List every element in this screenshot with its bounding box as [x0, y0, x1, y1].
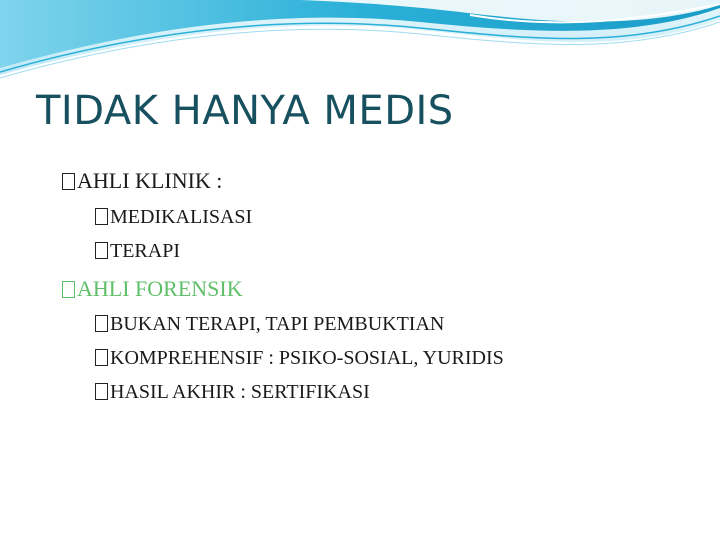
bullet-text: KOMPREHENSIF : PSIKO-SOSIAL, YURIDIS: [110, 347, 504, 369]
box-glyph-icon: [95, 349, 108, 366]
bullet-level1-item: [62, 170, 222, 192]
bullet-text: AHLI KLINIK :: [77, 168, 223, 193]
box-glyph-icon: [95, 208, 108, 225]
box-glyph-icon: [95, 315, 108, 332]
box-glyph-icon: [62, 173, 75, 190]
bullet-text: TERAPI: [110, 240, 180, 262]
bullet-level2-item: [95, 382, 370, 402]
box-glyph-icon: [95, 383, 108, 400]
bullet-text: AHLI FORENSIK: [77, 276, 243, 301]
box-glyph-icon: [62, 281, 75, 298]
bullet-level2-item: [95, 241, 180, 261]
bullet-text: MEDIKALISASI: [110, 206, 253, 228]
slide-title: TIDAK HANYA MEDIS: [36, 88, 454, 134]
bullet-text: BUKAN TERAPI, TAPI PEMBUKTIAN: [110, 313, 445, 335]
box-glyph-icon: [95, 242, 108, 259]
bullet-level2-item: [95, 207, 252, 227]
bullet-level2-item: [95, 314, 444, 334]
bullet-text: HASIL AKHIR : SERTIFIKASI: [110, 381, 370, 403]
bullet-level2-item: [95, 348, 504, 368]
bullet-level1-item: [62, 278, 243, 300]
